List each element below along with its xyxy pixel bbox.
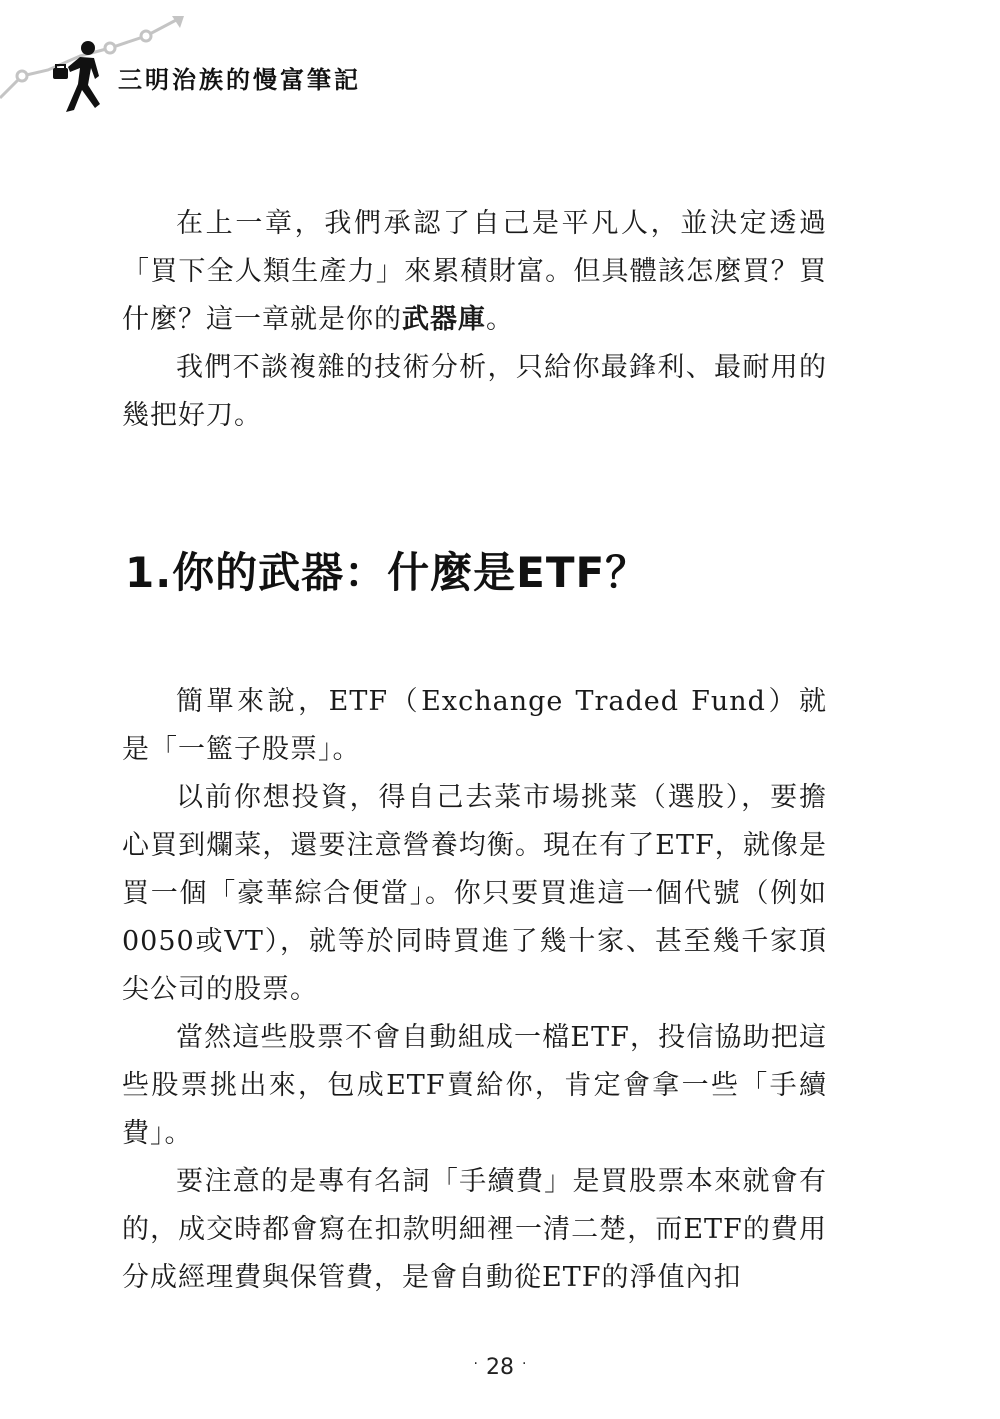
page-footer (0, 1355, 1000, 1380)
intro-paragraph-1-bold: 武器庫 (402, 304, 486, 335)
intro-section (122, 200, 827, 440)
body-paragraph-4: 要注意的是專有名詞「手續費」是買股票本來就會有的，成交時都會寫在扣款明細裡一清二楚，而ETF的費用分成經理費與保管費，是會自動從ETF的淨值內扣 (122, 1166, 827, 1293)
body-paragraph-3: 當然這些股票不會自動組成一檔ETF，投信協助把這些股票挑出來，包成ETF賣給你，肯定會拿一些「手續費」。 (122, 1022, 827, 1149)
body-section (122, 678, 827, 1302)
book-title: 三明治族的慢富筆記 (118, 66, 361, 94)
body-paragraph-1: 簡單來說，ETF（Exchange Traded Fund）就是「一籃子股票」。 (122, 686, 827, 765)
intro-paragraph-2: 我們不談複雜的技術分析，只給你最鋒利、最耐用的幾把好刀。 (122, 352, 827, 431)
page-number-dot-right: · (522, 1356, 527, 1372)
body-paragraph-2: 以前你想投資，得自己去菜市場挑菜（選股），要擔心買到爛菜，還要注意營養均衡。現在有了ETF，就像是買一個「豪華綜合便當」。你只要買進這一個代號（例如0050或VT），就等於同時買進了幾十家、甚至幾千家頂尖公司的股票。 (122, 782, 827, 1005)
intro-paragraph-1 (122, 200, 827, 344)
intro-paragraph-1-end: 。 (486, 304, 514, 335)
section-heading: 1.你的武器：什麼是ETF？ (125, 548, 649, 597)
page-number-dot-left: · (473, 1356, 478, 1372)
page-number: 28 (486, 1355, 514, 1380)
running-header (0, 0, 361, 130)
intro-paragraph-1-text: 在上一章，我們承認了自己是平凡人，並決定透過「買下全人類生產力」來累積財富。但具體該怎麼買？買什麼？這一章就是你的 (122, 208, 827, 335)
